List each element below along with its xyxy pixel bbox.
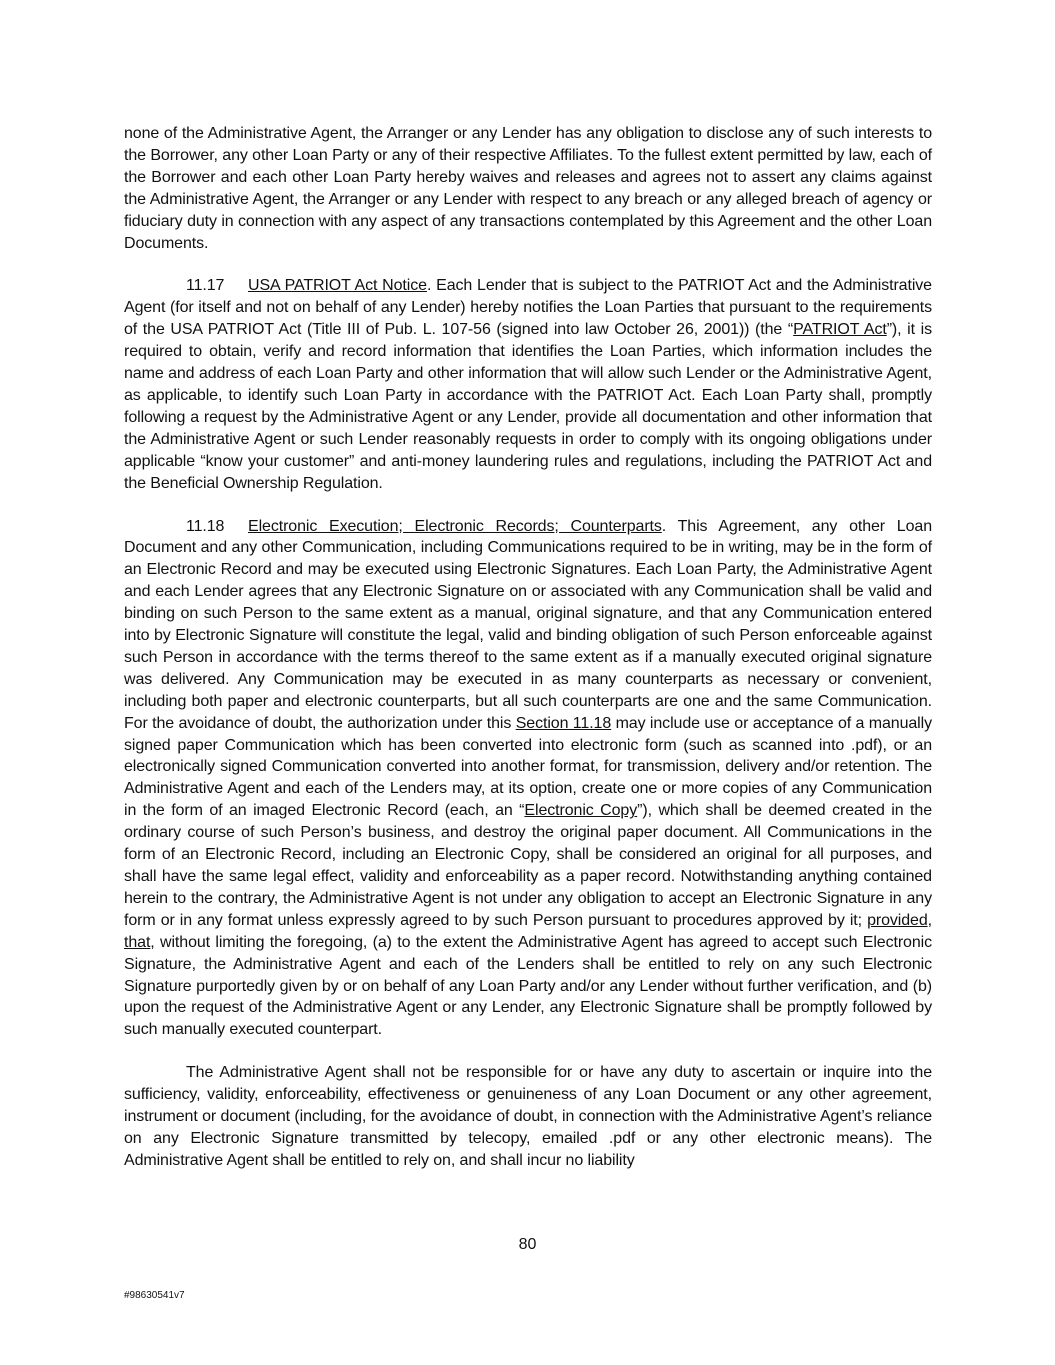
section-number: 11.17 — [186, 277, 225, 295]
document-id: #98630541v7 — [124, 1290, 185, 1301]
section-11-18 — [124, 516, 932, 1042]
section-text: ”), it is required to obtain, verify and record information that identifies the Loan Parties, which information includes the name and address of each Loan Party and other information that will allow such Lender or the Administrative Agent, as applicable, to identify such Loan Party in accordance with the PATRIOT Act. Each Loan Party shall, promptly following a request by the Administrative Agent or any Lender, provide all documentation and other information that the Administrative Agent or such Lender reasonably requests in order to comply with its ongoing obligations under applicable “know your customer” and anti-money laundering rules and regulations, including the PATRIOT Act and the Beneficial Ownership Regulation. — [124, 321, 932, 492]
section-11-17 — [124, 275, 932, 494]
section-text: ”), which shall be deemed created in the ordinary course of such Person’s business, and destroy the original paper document. All Communications in the form of an Electronic Record, including an Electronic Copy, shall be considered an original for all purposes, and shall have the same legal effect, validity and enforceability as a paper record. Notwithstanding anything contained herein to the contrary, the Administrative Agent is not under any obligation to accept an Electronic Signature in any form or in any format unless expressly agreed to by such Person pursuant to procedures approved by it; — [124, 802, 932, 929]
section-text: . Each Lender that is subject to the PATRIOT Act and the Administrative Agent (for itself and not on behalf of any Lender) hereby notifies the Loan Parties that pursuant to the requirements of the USA PATRIOT Act (Title III of Pub. L. 107-56 (signed into law October 26, 2001)) (the “ — [124, 277, 932, 339]
provided-term: provided — [867, 911, 928, 929]
section-text: , — [927, 911, 932, 929]
paragraph-continuation: none of the Administrative Agent, the Arranger or any Lender has any obligation to disclose any of such interests to the Borrower, any other Loan Party or any of their respective Affiliates. To the fullest extent permitted by law, each of the Borrower and each other Loan Party hereby waives and releases and agrees not to assert any claims against the Administrative Agent, the Arranger or any Lender with respect to any breach or any alleged breach of agency or fiduciary duty in connection with any aspect of any transactions contemplated by this Agreement and the other Loan Documents. — [124, 125, 932, 252]
section-text: . This Agreement, any other Loan Document and any other Communication, including Communications required to be in writing, may be in the form of an Electronic Record and may be executed using Electronic Signatures. Each Loan Party, the Administrative Agent and each Lender agrees that any Electronic Signature on or associated with any Communication shall be valid and binding on such Person to the same extent as a manual, original signature, and that any Communication entered into by Electronic Signature will constitute the legal, valid and binding obligation of such Person enforceable against such Person in accordance with the terms thereof to the same extent as if a manually executed original signature was delivered. Any Communication may be executed in as many counterparts as necessary or convenient, including both paper and electronic counterparts, but all such counterparts are one and the same Communication. For the avoidance of doubt, the authorization under this — [124, 517, 932, 732]
section-heading: Electronic Execution; Electronic Records; Counterparts — [248, 517, 662, 535]
section-text: , without limiting the foregoing, (a) to the extent the Administrative Agent has agreed to accept such Electronic Signature, the Administrative Agent and each of the Lenders shall be entitled to rely on any such Electronic Signature purportedly given by or on behalf of any Loan Party and/or any Lender without further verification, and (b) upon the request of the Administrative Agent or any Lender, any Electronic Signature shall be promptly followed by such manually executed counterpart. — [124, 933, 932, 1039]
paragraph-final: The Administrative Agent shall not be responsible for or have any duty to ascertain or inquire into the sufficiency, validity, enforceability, effectiveness or genuineness of any Loan Document or any other agreement, instrument or document (including, for the avoidance of doubt, in connection with the Administrative Agent’s reliance on any Electronic Signature transmitted by telecopy, emailed .pdf or any other electronic means). The Administrative Agent shall be entitled to rely on, and shall incur no liability — [124, 1064, 932, 1169]
document-body — [124, 123, 932, 1193]
section-reference: Section 11.18 — [515, 714, 612, 732]
section-text: may include use or acceptance of a manually signed paper Communication which has been converted into electronic form (such as scanned into .pdf), or an electronically signed Communication converted into another format, for transmission, delivery and/or retention. The Administrative Agent and each of the Lenders may, at its option, create one or more copies of any Communication in the form of an imaged Electronic Record (each, an “ — [124, 714, 932, 820]
section-number: 11.18 — [186, 517, 225, 535]
section-heading: USA PATRIOT Act Notice — [248, 277, 427, 295]
page-number: 80 — [518, 1236, 537, 1253]
defined-term: Electronic Copy — [524, 802, 638, 820]
that-term: that — [124, 933, 151, 951]
defined-term: PATRIOT Act — [793, 321, 887, 339]
